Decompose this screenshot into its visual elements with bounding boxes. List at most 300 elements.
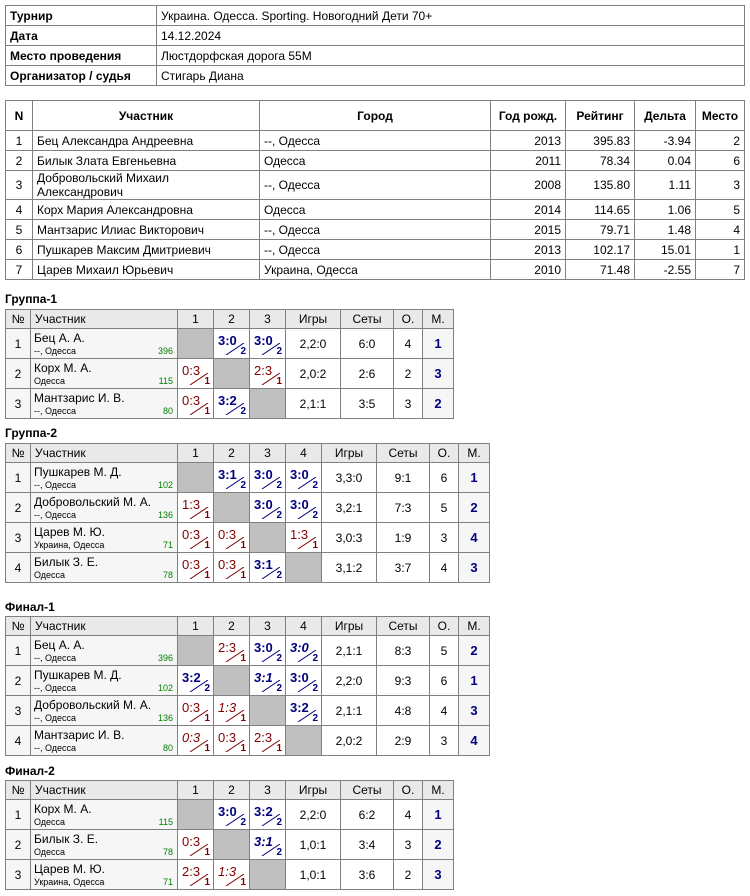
match-score: 2:3	[218, 640, 237, 655]
match-score: 3:1	[254, 557, 273, 572]
games-cell: 1,0:1	[286, 830, 341, 860]
player-cell	[31, 493, 178, 523]
participant-cell: Царев Михаил Юрьевич	[33, 260, 260, 280]
group-header-cell: О.	[394, 781, 423, 800]
participant-cell: 135.80	[566, 171, 635, 200]
player-cell	[31, 553, 178, 583]
group-title: Финал-1	[5, 600, 55, 614]
match-points: 2	[276, 847, 282, 858]
player-city: --, Одесса	[34, 406, 77, 416]
match-score: 3:2	[254, 804, 273, 819]
participant-cell: 3	[6, 171, 33, 200]
group-header-cell: 4	[286, 444, 322, 463]
score-cell	[286, 696, 322, 726]
player-cell	[31, 860, 178, 890]
participant-cell: 4	[696, 220, 745, 240]
player-number: 1	[6, 800, 31, 830]
score-cell	[286, 523, 322, 553]
participant-row	[6, 171, 745, 200]
match-score: 1:3	[290, 527, 309, 542]
score-cell	[178, 493, 214, 523]
match-score: 0:3	[182, 363, 201, 378]
group-row	[6, 726, 490, 756]
match-score: 2:3	[182, 864, 201, 879]
participant-cell: 1	[696, 240, 745, 260]
participant-cell: 71.48	[566, 260, 635, 280]
score-cell	[178, 553, 214, 583]
participant-cell: 7	[696, 260, 745, 280]
score-cell	[214, 553, 250, 583]
group-header-cell: 3	[250, 444, 286, 463]
participants-header: Дельта	[635, 101, 696, 131]
player-rating: 78	[162, 570, 173, 580]
group-title: Финал-2	[5, 764, 55, 778]
sets-cell: 3:5	[341, 389, 394, 419]
match-points: 2	[312, 510, 318, 521]
match-score: 0:3	[182, 700, 201, 715]
points-cell: 3	[394, 830, 423, 860]
match-score: 3:2	[218, 393, 237, 408]
info-label: Организатор / судья	[6, 66, 157, 86]
info-value: 14.12.2024	[157, 26, 745, 46]
match-score: 0:3	[182, 527, 201, 542]
match-score: 3:0	[218, 804, 237, 819]
participant-cell: Билык Злата Евгеньевна	[33, 151, 260, 171]
games-cell: 3,0:3	[322, 523, 377, 553]
group-header-cell: М.	[459, 444, 490, 463]
player-name: Билык З. Е.	[34, 832, 99, 846]
match-points: 1	[240, 743, 246, 754]
match-points: 1	[276, 376, 282, 387]
player-name: Корх М. А.	[34, 802, 92, 816]
score-cell	[214, 800, 250, 830]
group-header-row	[6, 444, 490, 463]
match-points: 2	[276, 480, 282, 491]
group-header-cell: М.	[423, 781, 454, 800]
participant-cell: Бец Александра Андреевна	[33, 131, 260, 151]
group-row	[6, 800, 454, 830]
score-cell	[250, 636, 286, 666]
place-cell: 3	[459, 553, 490, 583]
participant-cell: 1.11	[635, 171, 696, 200]
match-score: 0:3	[218, 557, 237, 572]
match-score: 3:0	[254, 497, 273, 512]
match-points: 2	[240, 406, 246, 417]
player-number: 2	[6, 493, 31, 523]
player-name: Добровольский М. А.	[34, 495, 152, 509]
player-rating: 136	[157, 510, 173, 520]
match-points: 1	[240, 713, 246, 724]
player-city: --, Одесса	[34, 653, 77, 663]
games-cell: 2,2:0	[322, 666, 377, 696]
match-score: 0:3	[182, 557, 201, 572]
player-rating: 102	[157, 480, 173, 490]
participant-cell: 2015	[491, 220, 566, 240]
games-cell: 2,2:0	[286, 329, 341, 359]
place-cell: 2	[459, 636, 490, 666]
participant-cell: 1	[6, 131, 33, 151]
participant-cell: --, Одесса	[260, 131, 491, 151]
place-cell: 3	[423, 860, 454, 890]
info-value: Люстдорфская дорога 55М	[157, 46, 745, 66]
match-points: 1	[276, 743, 282, 754]
group-header-row	[6, 310, 454, 329]
participant-cell: 102.17	[566, 240, 635, 260]
score-cell	[214, 860, 250, 890]
group-row	[6, 463, 490, 493]
participant-cell: -3.94	[635, 131, 696, 151]
group-header-cell: М.	[423, 310, 454, 329]
group-row	[6, 666, 490, 696]
points-cell: 2	[394, 359, 423, 389]
match-points: 2	[276, 653, 282, 664]
player-cell	[31, 696, 178, 726]
games-cell: 3,2:1	[322, 493, 377, 523]
player-rating: 80	[162, 406, 173, 416]
match-points: 2	[240, 480, 246, 491]
info-label: Место проведения	[6, 46, 157, 66]
score-cell	[214, 389, 250, 419]
score-cell	[214, 463, 250, 493]
group-header-cell: Сеты	[341, 310, 394, 329]
match-score: 1:3	[218, 864, 237, 879]
info-row	[6, 6, 745, 26]
player-city: --, Одесса	[34, 346, 77, 356]
self-cell	[214, 359, 250, 389]
games-cell: 3,1:2	[322, 553, 377, 583]
match-score: 3:0	[254, 467, 273, 482]
match-points: 2	[276, 683, 282, 694]
group-header-cell: №	[6, 310, 31, 329]
player-rating: 71	[162, 540, 173, 550]
group-header-cell: 1	[178, 310, 214, 329]
player-city: Одесса	[34, 376, 66, 386]
group-header-cell: 1	[178, 781, 214, 800]
player-number: 1	[6, 329, 31, 359]
player-cell	[31, 389, 178, 419]
player-rating: 102	[157, 683, 173, 693]
participant-cell: 2	[6, 151, 33, 171]
participant-cell: 2008	[491, 171, 566, 200]
player-cell	[31, 800, 178, 830]
participant-cell: 7	[6, 260, 33, 280]
match-score: 3:1	[218, 467, 237, 482]
participants-header: N	[6, 101, 33, 131]
score-cell	[178, 389, 214, 419]
points-cell: 3	[394, 389, 423, 419]
info-value: Украина. Одесса. Sporting. Новогодний Дети 70+	[157, 6, 745, 26]
points-cell: 2	[394, 860, 423, 890]
player-cell	[31, 523, 178, 553]
group-header-cell: 3	[250, 781, 286, 800]
participant-cell: 6	[696, 151, 745, 171]
participant-cell: Добровольский Михаил Александрович	[33, 171, 260, 200]
participants-header: Город	[260, 101, 491, 131]
score-cell	[250, 359, 286, 389]
place-cell: 1	[423, 800, 454, 830]
score-cell	[178, 696, 214, 726]
player-number: 1	[6, 636, 31, 666]
group-header-cell: О.	[430, 617, 459, 636]
place-cell: 1	[423, 329, 454, 359]
group-row	[6, 523, 490, 553]
player-city: Украина, Одесса	[34, 877, 105, 887]
group-header-cell: Сеты	[377, 444, 430, 463]
score-cell	[286, 636, 322, 666]
score-cell	[286, 493, 322, 523]
participant-cell: Корх Мария Александровна	[33, 200, 260, 220]
self-cell	[214, 830, 250, 860]
place-cell: 2	[423, 389, 454, 419]
group-header-cell: 2	[214, 617, 250, 636]
self-cell	[178, 636, 214, 666]
group-row	[6, 493, 490, 523]
player-rating: 78	[162, 847, 173, 857]
group-header-cell: 2	[214, 310, 250, 329]
match-points: 1	[204, 713, 210, 724]
participant-row	[6, 220, 745, 240]
player-number: 1	[6, 463, 31, 493]
self-cell	[178, 329, 214, 359]
match-score: 0:3	[218, 730, 237, 745]
participants-header: Рейтинг	[566, 101, 635, 131]
score-cell	[178, 359, 214, 389]
player-number: 4	[6, 553, 31, 583]
tournament-info-table	[5, 5, 745, 86]
match-score: 3:0	[290, 467, 309, 482]
player-city: --, Одесса	[34, 743, 77, 753]
group-row	[6, 359, 454, 389]
sets-cell: 6:0	[341, 329, 394, 359]
group-header-cell: Сеты	[341, 781, 394, 800]
participant-cell: 114.65	[566, 200, 635, 220]
score-cell	[250, 830, 286, 860]
match-score: 3:0	[290, 640, 309, 655]
group-table	[5, 309, 454, 419]
match-score: 1:3	[218, 700, 237, 715]
player-name: Билык З. Е.	[34, 555, 99, 569]
player-city: --, Одесса	[34, 683, 77, 693]
group-header-cell: Участник	[31, 444, 178, 463]
match-score: 1:3	[182, 497, 201, 512]
self-cell	[250, 860, 286, 890]
match-score: 3:2	[290, 700, 309, 715]
match-points: 2	[312, 653, 318, 664]
match-points: 2	[276, 817, 282, 828]
player-cell	[31, 666, 178, 696]
score-cell	[250, 329, 286, 359]
group-header-row	[6, 781, 454, 800]
group-row	[6, 329, 454, 359]
score-cell	[286, 666, 322, 696]
player-rating: 71	[162, 877, 173, 887]
group-header-cell: 2	[214, 444, 250, 463]
points-cell: 4	[394, 800, 423, 830]
match-points: 2	[276, 346, 282, 357]
player-city: --, Одесса	[34, 713, 77, 723]
sets-cell: 3:6	[341, 860, 394, 890]
group-header-cell: М.	[459, 617, 490, 636]
self-cell	[250, 696, 286, 726]
group-header-cell: Игры	[322, 617, 377, 636]
match-points: 1	[240, 540, 246, 551]
info-row	[6, 26, 745, 46]
participant-cell: 395.83	[566, 131, 635, 151]
sets-cell: 1:9	[377, 523, 430, 553]
place-cell: 4	[459, 523, 490, 553]
match-points: 2	[276, 570, 282, 581]
player-cell	[31, 636, 178, 666]
score-cell	[286, 463, 322, 493]
participant-cell: Мантзарис Илиас Викторович	[33, 220, 260, 240]
player-city: Одесса	[34, 847, 66, 857]
group-header-cell: О.	[430, 444, 459, 463]
points-cell: 6	[430, 463, 459, 493]
place-cell: 2	[423, 830, 454, 860]
player-rating: 80	[162, 743, 173, 753]
participant-row	[6, 200, 745, 220]
group-header-row	[6, 617, 490, 636]
games-cell: 3,3:0	[322, 463, 377, 493]
participant-cell: Украина, Одесса	[260, 260, 491, 280]
group-header-cell: Участник	[31, 781, 178, 800]
score-cell	[250, 726, 286, 756]
match-score: 0:3	[182, 834, 201, 849]
points-cell: 4	[394, 329, 423, 359]
player-number: 2	[6, 359, 31, 389]
group-header-cell: 1	[178, 444, 214, 463]
player-rating: 115	[158, 376, 173, 386]
participant-cell: 79.71	[566, 220, 635, 240]
score-cell	[214, 696, 250, 726]
match-points: 1	[240, 653, 246, 664]
info-row	[6, 46, 745, 66]
score-cell	[250, 666, 286, 696]
self-cell	[286, 553, 322, 583]
participants-header: Участник	[33, 101, 260, 131]
score-cell	[178, 830, 214, 860]
group-header-cell: 3	[250, 310, 286, 329]
player-name: Царев М. Ю.	[34, 862, 105, 876]
place-cell: 1	[459, 666, 490, 696]
group-header-cell: О.	[394, 310, 423, 329]
group-table	[5, 443, 490, 583]
participant-row	[6, 260, 745, 280]
player-cell	[31, 359, 178, 389]
match-score: 0:3	[182, 393, 201, 408]
points-cell: 6	[430, 666, 459, 696]
match-score: 3:0	[218, 333, 237, 348]
sets-cell: 4:8	[377, 696, 430, 726]
points-cell: 5	[430, 636, 459, 666]
games-cell: 1,0:1	[286, 860, 341, 890]
participant-cell: -2.55	[635, 260, 696, 280]
score-cell	[250, 553, 286, 583]
participant-cell: --, Одесса	[260, 171, 491, 200]
group-row	[6, 860, 454, 890]
group-header-cell: Участник	[31, 310, 178, 329]
player-name: Добровольский М. А.	[34, 698, 152, 712]
participant-cell: 0.04	[635, 151, 696, 171]
match-points: 2	[312, 713, 318, 724]
group-header-cell: 4	[286, 617, 322, 636]
group-table	[5, 616, 490, 756]
participant-cell: Пушкарев Максим Дмитриевич	[33, 240, 260, 260]
match-points: 1	[204, 847, 210, 858]
player-city: Одесса	[34, 817, 66, 827]
match-score: 0:3	[218, 527, 237, 542]
player-city: --, Одесса	[34, 480, 77, 490]
participant-cell: 5	[6, 220, 33, 240]
score-cell	[214, 523, 250, 553]
participant-cell: 78.34	[566, 151, 635, 171]
player-number: 4	[6, 726, 31, 756]
player-name: Бец А. А.	[34, 638, 85, 652]
match-score: 3:2	[182, 670, 201, 685]
participant-cell: 2011	[491, 151, 566, 171]
participant-cell: 3	[696, 171, 745, 200]
match-points: 1	[204, 510, 210, 521]
player-cell	[31, 830, 178, 860]
sets-cell: 9:3	[377, 666, 430, 696]
match-points: 2	[240, 346, 246, 357]
participant-cell: 2010	[491, 260, 566, 280]
score-cell	[178, 726, 214, 756]
group-row	[6, 389, 454, 419]
group-title: Группа-2	[5, 426, 58, 440]
group-header-cell: 1	[178, 617, 214, 636]
score-cell	[214, 726, 250, 756]
match-score: 3:1	[254, 834, 273, 849]
self-cell	[178, 463, 214, 493]
player-city: --, Одесса	[34, 510, 77, 520]
player-rating: 396	[157, 653, 173, 663]
participant-cell: 1.06	[635, 200, 696, 220]
participants-header: Место	[696, 101, 745, 131]
participant-cell: --, Одесса	[260, 240, 491, 260]
participants-header: Год рожд.	[491, 101, 566, 131]
player-cell	[31, 463, 178, 493]
participant-cell: 5	[696, 200, 745, 220]
participant-cell: Одесса	[260, 200, 491, 220]
player-cell	[31, 726, 178, 756]
group-row	[6, 553, 490, 583]
participant-cell: 6	[6, 240, 33, 260]
player-number: 3	[6, 389, 31, 419]
match-points: 1	[204, 570, 210, 581]
participant-cell: 2014	[491, 200, 566, 220]
participant-cell: Одесса	[260, 151, 491, 171]
match-score: 3:0	[290, 497, 309, 512]
match-score: 2:3	[254, 363, 273, 378]
participant-cell: --, Одесса	[260, 220, 491, 240]
match-points: 1	[312, 540, 318, 551]
self-cell	[250, 389, 286, 419]
match-points: 2	[240, 817, 246, 828]
points-cell: 3	[430, 523, 459, 553]
player-rating: 115	[158, 817, 173, 827]
place-cell: 3	[423, 359, 454, 389]
group-header-cell: №	[6, 617, 31, 636]
match-points: 2	[204, 683, 210, 694]
info-label: Турнир	[6, 6, 157, 26]
match-points: 1	[204, 743, 210, 754]
group-header-cell: №	[6, 781, 31, 800]
self-cell	[286, 726, 322, 756]
place-cell: 4	[459, 726, 490, 756]
score-cell	[178, 666, 214, 696]
player-city: Украина, Одесса	[34, 540, 105, 550]
